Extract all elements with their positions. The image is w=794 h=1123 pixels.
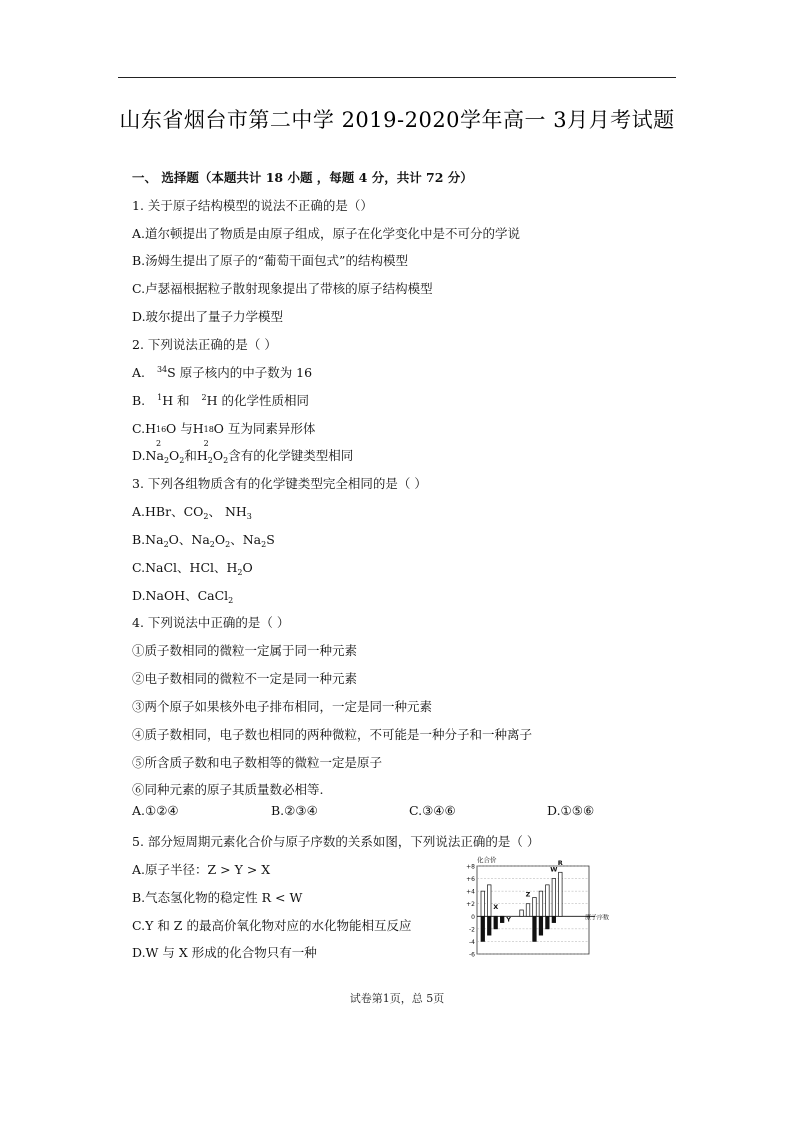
q5-option-a: A.原子半径：Z > Y > X <box>132 862 271 877</box>
q2-option-a: A. $^{34}$S 原子核内的中子数为 16 <box>132 365 313 380</box>
valence-bar <box>487 885 491 916</box>
q5-option-b: B.气态氢化物的稳定性 R < W <box>132 890 303 905</box>
q2-option-b: B. $^1$H 和 $^2$H 的化学性质相同 <box>132 393 309 408</box>
valence-bar <box>546 885 550 916</box>
valence-bar <box>539 891 543 916</box>
q3-stem: 3. 下列各组物质含有的化学键类型完全相同的是（ ） <box>132 476 427 491</box>
page-footer: 试卷第1页，总 5页 <box>349 992 445 1005</box>
q5-stem: 5. 部分短周期元素化合价与原子序数的关系如图，下列说法正确的是（ ） <box>132 834 540 849</box>
x-axis-title: 原子序数 <box>585 914 610 922</box>
q4-option-b: B.②③④ <box>271 803 318 818</box>
point-label: Z <box>525 890 531 899</box>
y-tick-label: +6 <box>466 876 475 884</box>
valence-chart <box>463 856 611 960</box>
point-label: X <box>493 903 499 911</box>
valence-bar <box>500 916 504 922</box>
valence-bar <box>546 916 550 929</box>
page-title: 山东省烟台市第二中学 2019-2020学年高一 3月月考试题 <box>119 108 675 132</box>
valence-bar <box>481 891 485 916</box>
q4-option-d: D.①⑤⑥ <box>547 803 595 818</box>
y-tick-label: -4 <box>469 938 475 946</box>
q2-stem: 2. 下列说法正确的是（ ） <box>132 337 277 352</box>
valence-bar <box>559 872 563 916</box>
q5-option-c: C.Y 和 Z 的最高价氧化物对应的水化物能相互反应 <box>132 918 412 933</box>
q3-option-b: $B.Na_2O$、$Na_2O_2$、$Na_2S$ <box>132 532 275 549</box>
valence-bar <box>494 916 498 929</box>
q4-option-c: C.③④⑥ <box>409 803 456 818</box>
header-rule <box>118 77 676 78</box>
q5-option-d: D.W 与 X 形成的化合物只有一种 <box>132 945 317 960</box>
q4-stem: 4. 下列说法中正确的是（ ） <box>132 615 290 630</box>
point-label: W <box>550 865 558 874</box>
y-tick-label: -6 <box>469 951 475 959</box>
q1-option-c: C.卢瑟福根据粒子散射现象提出了带核的原子结构模型 <box>132 281 433 296</box>
q4-option-a: A.①②④ <box>132 803 179 818</box>
section-heading: 一、 选择题（本题共计 18 小题 ，每题 4 分，共计 72 分） <box>132 170 473 185</box>
point-label: R <box>557 859 563 867</box>
valence-bar <box>481 916 485 941</box>
y-tick-label: -2 <box>469 926 475 934</box>
point-label: Y <box>506 915 511 924</box>
y-tick-label: 0 <box>471 913 475 921</box>
y-tick-label: +2 <box>466 901 475 909</box>
q2-option-d: $D.Na_2O_2$和$H_2O_2$含有的化学键类型相同 <box>132 448 354 465</box>
q1-option-a: A.道尔顿提出了物质是由原子组成，原子在化学变化中是不可分的学说 <box>132 226 521 241</box>
valence-bar <box>552 879 556 917</box>
valence-bar <box>552 916 556 922</box>
y-tick-label: +4 <box>466 888 475 896</box>
q3-option-a: A.HBr、$CO_2$、 $NH_3$ <box>132 504 252 521</box>
q1-option-b: B.汤姆生提出了原子的“葡萄干面包式”的结构模型 <box>132 253 408 268</box>
q3-option-c: C.NaCl、HCl、$H_2O$ <box>132 560 253 577</box>
q4-statement-6: ⑥同种元素的原子其质量数必相等. <box>132 782 324 797</box>
q4-statement-5: ⑤所含质子数和电子数相等的微粒一定是原子 <box>132 755 383 770</box>
q4-statement-2: ②电子数相同的微粒不一定是同一种元素 <box>132 671 358 686</box>
q4-options <box>132 803 602 819</box>
valence-bar <box>520 910 524 916</box>
q2-option-c: C.H 16 2 O 与H 18 2 O 互为同素异形体 <box>132 421 316 448</box>
q4-statement-1: ①质子数相同的微粒一定属于同一种元素 <box>132 643 358 658</box>
valence-bar <box>526 904 530 917</box>
q4-statement-3: ③两个原子如果核外电子排布相同，一定是同一种元素 <box>132 699 433 714</box>
q3-option-d: D.NaOH、CaCl$_2$ <box>132 588 234 605</box>
valence-bar <box>539 916 543 935</box>
q4-statement-4: ④质子数相同，电子数也相同的两种微粒，不可能是一种分子和一种离子 <box>132 727 533 742</box>
y-axis-title: 化合价 <box>477 856 497 864</box>
valence-bar <box>533 916 537 941</box>
valence-bar <box>533 897 537 916</box>
y-tick-label: +8 <box>466 863 475 871</box>
valence-bar <box>487 916 491 935</box>
q1-stem: 1. 关于原子结构模型的说法不正确的是（） <box>132 198 373 213</box>
q1-option-d: D.玻尔提出了量子力学模型 <box>132 309 284 324</box>
